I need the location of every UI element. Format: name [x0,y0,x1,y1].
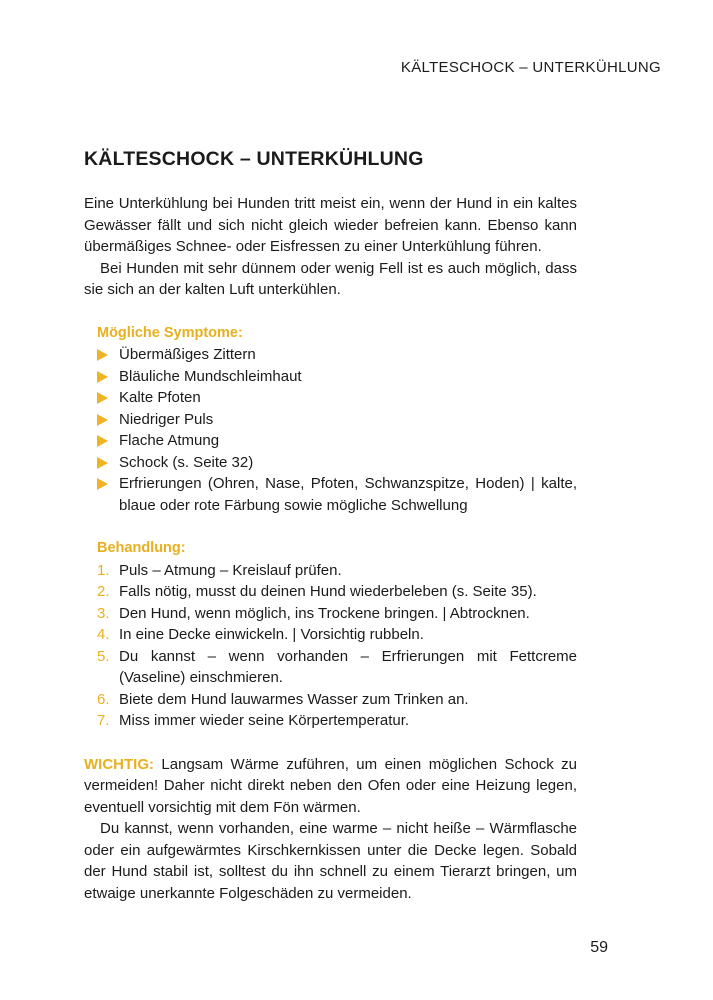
triangle-bullet-icon [97,392,108,404]
treatment-list [97,560,577,732]
running-head: KÄLTESCHOCK – UNTERKÜHLUNG [400,59,661,76]
list-item: 2. Falls nötig, musst du deinen Hund wiederbeleben (s. Seite 35). [97,581,577,603]
list-item: Niedriger Puls [97,409,577,431]
symptoms-title: Mögliche Symptome: [97,324,243,341]
list-item: 4. In eine Decke einwickeln. | Vorsichtig rubbeln. [97,624,577,646]
step-number: 2. [97,583,110,600]
warning-label: WICHTIG: [84,755,154,773]
followup-paragraph: Du kannst, wenn vorhanden, eine warme – nicht heiße – Wärmflasche oder ein aufgewärmtes Kirschkernkissen unter die Decke legen. Sobald der Hund stabil ist, solltest du ihn schnell zu einem Tierarzt bringen, um etwaige unerkannte Folgeschäden zu vermeiden. [84,820,577,902]
step-number: 3. [97,604,110,622]
list-item: Flache Atmung [97,430,577,452]
symptoms-list [97,344,577,516]
step-number: 4. [97,626,110,643]
warning-paragraph: WICHTIG: Langsam Wärme zuführen, um einen möglichen Schock zu vermeiden! Daher nicht direkt neben den Ofen oder eine Heizung legen, eventuell vorsichtig mit dem Fön wärmen. [84,755,577,816]
page-title: KÄLTESCHOCK – UNTERKÜHLUNG [84,148,424,170]
list-item: 7. Miss immer wieder seine Körpertemperatur. [97,710,577,732]
list-item: Schock (s. Seite 32) [97,452,577,474]
list-item: Übermäßiges Zittern [97,344,577,366]
list-item: Erfrierungen (Ohren, Nase, Pfoten, Schwanzspitze, Hoden) | kalte, blaue oder rote Färbung sowie mögliche Schwellung [97,473,577,516]
list-item: 1. Puls – Atmung – Kreislauf prüfen. [97,560,577,582]
step-number: 7. [97,712,110,729]
intro-paragraph: Eine Unterkühlung bei Hunden tritt meist ein, wenn der Hund in ein kaltes Gewässer fällt und sich nicht gleich wieder befreien kann. Ebenso kann übermäßiges Schnee- oder Eisfressen zu einer Unterkühlung führen. [84,195,577,255]
triangle-bullet-icon [97,414,108,426]
treatment-section [97,538,577,732]
list-item: Kalte Pfoten [97,387,577,409]
list-item: 6. Biete dem Hund lauwarmes Wasser zum Trinken an. [97,689,577,711]
list-item: Bläuliche Mundschleimhaut [97,366,577,388]
page-content [84,148,577,904]
triangle-bullet-icon [97,478,108,490]
step-number: 5. [97,647,110,665]
triangle-bullet-icon [97,435,108,447]
step-number: 6. [97,690,110,708]
list-item: 3. Den Hund, wenn möglich, ins Trockene bringen. | Abtrocknen. [97,603,577,625]
triangle-bullet-icon [97,371,108,383]
intro-paragraph: Bei Hunden mit sehr dünnem oder wenig Fell ist es auch möglich, dass sie sich an der kalten Luft unterkühlen. [84,259,577,298]
list-item: 5. Du kannst – wenn vorhanden – Erfrierungen mit Fettcreme (Vaseline) einschmieren. [97,647,577,686]
triangle-bullet-icon [97,349,108,361]
page-number: 59 [590,939,608,956]
treatment-title: Behandlung: [97,540,186,556]
step-number: 1. [97,561,110,579]
symptoms-section [97,323,577,517]
triangle-bullet-icon [97,457,108,469]
warning-block [84,754,577,905]
